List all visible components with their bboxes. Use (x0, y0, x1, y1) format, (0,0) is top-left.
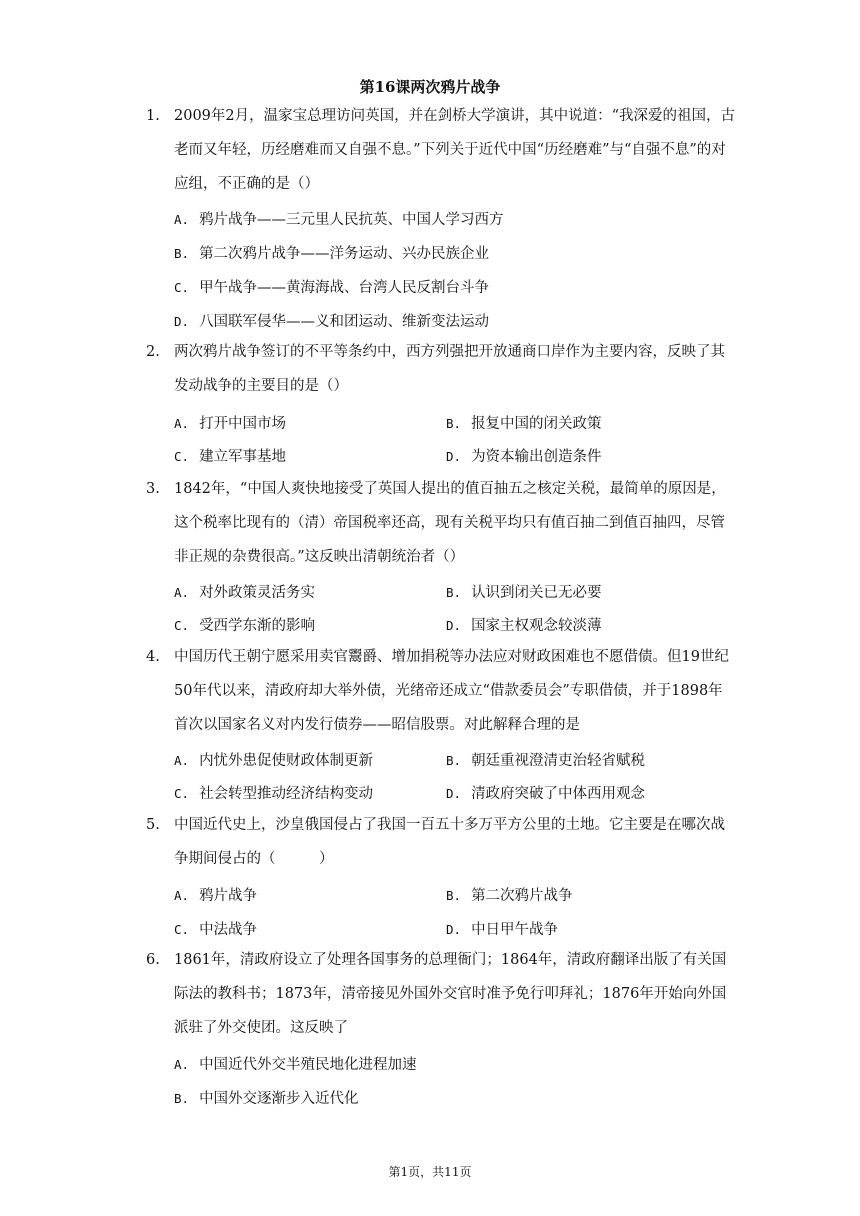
option-text: 中国外交逐渐步入近代化 (199, 1091, 359, 1107)
option-text: 内忧外患促使财政体制更新 (199, 753, 374, 769)
question-stem: 1842年，“中国人爽快地接受了英国人提出的值百抽五之核定关税，最简单的原因是，这个税率比现有的（清）帝国税率还高，现有关税平均只有值百抽二到值百抽四，尽管非正规的杂费很高。”这反映出清朝统治者（） (174, 481, 726, 565)
option-text: 建立军事基地 (199, 449, 287, 465)
option-label: B. (174, 246, 190, 261)
option-text: 鸦片战争 (199, 888, 258, 904)
option-a (174, 581, 315, 602)
option-text: 第二次鸦片战争 (471, 888, 573, 904)
option-label: A. (174, 1057, 190, 1072)
option-label: D. (446, 922, 462, 937)
question-stem: 两次鸦片战争签订的不平等条约中，西方列强把开放通商口岸作为主要内容，反映了其发动战争的主要目的是（） (174, 344, 725, 394)
option-b (174, 1087, 359, 1108)
option-text: 清政府突破了中体西用观念 (471, 786, 646, 802)
question-stem: 2009年2月，温家宝总理访问英国，并在剑桥大学演讲，其中说道：“我深爱的祖国，古老而又年轻，历经磨难而又自强不息。”下列关于近代中国“历经磨难”与“自强不息”的对应组，不正确的是（） (174, 108, 736, 192)
option-label: C. (174, 280, 190, 295)
option-label: B. (174, 1091, 190, 1106)
option-label: C. (174, 922, 190, 937)
option-text: 甲午战争——黄海海战、台湾人民反割台斗争 (199, 280, 490, 296)
option-text: 鸦片战争——三元里人民抗英、中国人学习西方 (199, 212, 504, 228)
option-d (446, 918, 558, 939)
option-text: 社会转型推动经济结构变动 (199, 786, 374, 802)
option-label: D. (174, 314, 190, 329)
option-text: 中日甲午战争 (471, 922, 559, 938)
page-footer: 第1页，共11页 (388, 1165, 472, 1179)
option-b (174, 242, 489, 263)
option-label: A. (174, 888, 190, 903)
option-text: 第二次鸦片战争——洋务运动、兴办民族企业 (199, 246, 490, 262)
option-label: A. (174, 212, 190, 227)
option-d (446, 782, 645, 803)
option-text: 认识到闭关已无必要 (471, 585, 602, 601)
option-c (174, 276, 489, 297)
question-number: 6. (146, 952, 160, 968)
option-a (174, 884, 257, 905)
option-text: 朝廷重视澄清吏治轻省赋税 (471, 753, 646, 769)
option-b (446, 884, 573, 905)
option-text: 国家主权观念较淡薄 (471, 618, 602, 634)
option-a (174, 412, 286, 433)
option-text: 为资本输出创造条件 (471, 449, 602, 465)
option-label: D. (446, 449, 462, 464)
option-c (174, 782, 373, 803)
option-a (174, 1053, 417, 1074)
option-label: B. (446, 753, 462, 768)
question-number: 1. (146, 108, 160, 124)
option-label: C. (174, 786, 190, 801)
option-b (446, 749, 645, 770)
option-text: 对外政策灵活务实 (199, 585, 316, 601)
option-label: B. (446, 416, 462, 431)
question-4 (146, 649, 736, 742)
question-number: 4. (146, 649, 160, 665)
question-number: 3. (146, 481, 160, 497)
option-text: 八国联军侵华——义和团运动、维新变法运动 (199, 314, 490, 330)
option-label: C. (174, 449, 190, 464)
option-label: D. (446, 618, 462, 633)
option-b (446, 581, 602, 602)
question-5 (146, 817, 736, 876)
question-stem: 中国历代王朝宁愿采用卖官鬻爵、增加捐税等办法应对财政困难也不愿借债。但19世纪50年代以来，清政府却大举外债，光绪帝还成立“借款委员会”专职借债，并于1898年首次以国家名义对内发行债券——昭信股票。对此解释合理的是 (174, 649, 729, 733)
option-d (174, 310, 489, 331)
option-c (174, 445, 286, 466)
question-number: 5. (146, 817, 160, 833)
option-text: 报复中国的闭关政策 (471, 416, 602, 432)
option-a (174, 208, 504, 229)
option-a (174, 749, 373, 770)
option-text: 中法战争 (199, 922, 258, 938)
question-2 (146, 344, 736, 403)
question-6 (146, 952, 736, 1045)
page-title: 第16课两次鸦片战争 (359, 78, 501, 96)
option-d (446, 445, 602, 466)
option-b (446, 412, 602, 433)
question-number: 2. (146, 344, 160, 360)
question-stem: 1861年，清政府设立了处理各国事务的总理衙门；1864年，清政府翻译出版了有关国际法的教科书；1873年，清帝接见外国外交官时准予免行叩拜礼；1876年开始向外国派驻了外交使团。这反映了 (174, 952, 727, 1036)
option-label: B. (446, 888, 462, 903)
option-c (174, 918, 257, 939)
option-label: A. (174, 416, 190, 431)
option-text: 打开中国市场 (199, 416, 287, 432)
option-label: C. (174, 618, 190, 633)
option-label: B. (446, 585, 462, 600)
option-text: 受西学东渐的影响 (199, 618, 316, 634)
question-3 (146, 481, 736, 574)
option-d (446, 614, 602, 635)
option-label: D. (446, 786, 462, 801)
option-c (174, 614, 315, 635)
question-1 (146, 108, 736, 201)
option-label: A. (174, 753, 190, 768)
option-text: 中国近代外交半殖民地化进程加速 (199, 1057, 417, 1073)
option-label: A. (174, 585, 190, 600)
question-stem: 中国近代史上，沙皇俄国侵占了我国一百五十多万平方公里的土地。它主要是在哪次战争期间侵占的（ ） (174, 817, 725, 867)
